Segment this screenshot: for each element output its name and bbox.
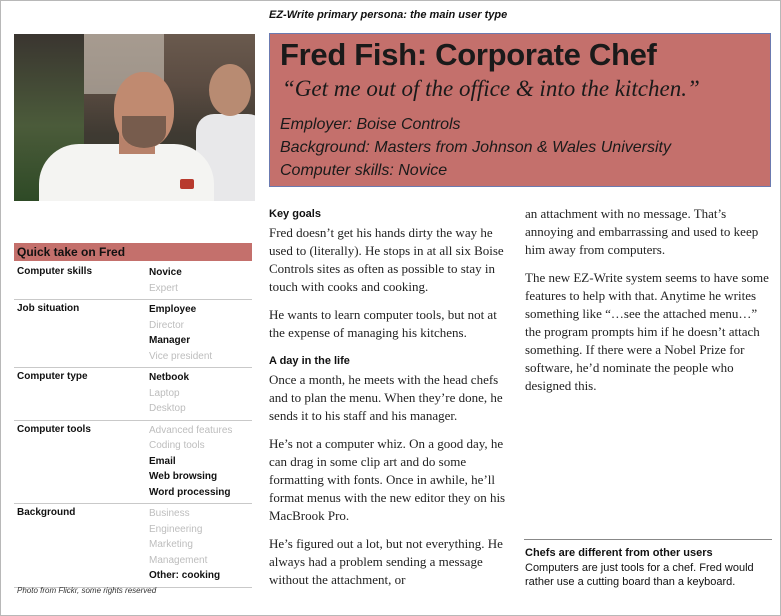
day-in-life-paragraph: He’s not a computer whiz. On a good day, he can drag in some clip art and do some formatting with fonts. Once in awhile, he’ll format menus with the new editor they on his MacBrook Pro. (269, 436, 506, 523)
quick-take-option: Director (149, 319, 185, 331)
chef-photo (14, 34, 255, 201)
quick-take-option-selected: Manager (149, 335, 191, 346)
main-column-2 (525, 205, 775, 405)
quick-take-row-label: Job situation (17, 303, 80, 314)
quick-take-row (14, 368, 252, 421)
column2-paragraph: The new EZ-Write system seems to have some features to help with that. Anytime he writes something like “…see the attached menu…” the program prompts him if he doesn’t attach something. If there were a Nobel Prize for software, he’d nominate the people who designed this. (525, 270, 769, 393)
sidebar-title: Chefs are different from other users (525, 547, 713, 559)
quick-take-row-label: Computer tools (17, 423, 91, 435)
persona-type-label: EZ-Write primary persona: the main user type (269, 9, 508, 21)
background-fact: Background: Masters from Johnson & Wales University (280, 139, 671, 156)
day-in-life-paragraph: Once a month, he meets with the head chefs and to plan the menu. When they’re done, he sends it to his staff and his manager. (269, 372, 503, 423)
photo-credit: Photo from Flickr, some rights reserved (17, 586, 157, 595)
key-goals-paragraph: He wants to learn computer tools, but not at the expense of managing his kitchens. (269, 307, 497, 340)
quick-take-header: Quick take on Fred (14, 243, 252, 261)
photo-beard (122, 116, 166, 148)
quick-take-row-label: Background (17, 507, 76, 518)
quick-take-table (14, 263, 252, 588)
quick-take-option: Marketing (149, 539, 193, 550)
day-in-life-paragraph: He’s figured out a lot, but not everything. He always had a problem sending a message without the attachment, or (269, 536, 503, 587)
day-in-life-heading: A day in the life (269, 355, 350, 367)
quick-take-option: Laptop (149, 387, 180, 399)
sidebar-note (525, 547, 775, 589)
quick-take-options (149, 370, 252, 417)
photo-coat-logo (180, 179, 194, 189)
main-column-1 (269, 205, 514, 599)
quick-take-row (14, 300, 252, 368)
sidebar-text: Computers are just tools for a chef. Fred would rather use a cutting board than a keyboard. (525, 562, 754, 588)
quick-take-option: Expert (149, 282, 178, 294)
quick-take-row-label: Computer type (17, 371, 88, 382)
quick-take-row (14, 263, 252, 300)
employer-fact: Employer: Boise Controls (280, 116, 461, 133)
persona-title-box (269, 33, 771, 187)
quick-take-options (149, 506, 252, 584)
quick-take-option-selected: Other: cooking (149, 570, 221, 581)
quick-take-option: Engineering (149, 523, 203, 535)
quick-take-option: Vice president (149, 350, 213, 362)
key-goals-heading: Key goals (269, 208, 321, 220)
quick-take-row (14, 421, 252, 505)
key-goals-paragraph: Fred doesn’t get his hands dirty the way he used to (literally). He stops in at all six Boise Controls sites as often as possible to stay in touch with cooks and cooking. (269, 225, 504, 294)
photo-second-person-head (209, 64, 251, 116)
quick-take-option: Coding tools (149, 440, 205, 451)
sidebar-divider (524, 539, 772, 540)
quick-take-option-selected: Email (149, 455, 176, 467)
quick-take-options (149, 302, 252, 364)
quick-take-option-selected: Netbook (149, 372, 189, 383)
quick-take-row (14, 504, 252, 588)
quick-take-options (149, 265, 252, 296)
quick-take-option-selected: Word processing (149, 486, 231, 498)
persona-quote: “Get me out of the office & into the kitchen.” (282, 76, 700, 101)
quick-take-option: Management (149, 554, 208, 566)
quick-take-option-selected: Employee (149, 304, 197, 315)
quick-take-option-selected: Web browsing (149, 471, 218, 482)
computer-skills-fact: Computer skills: Novice (280, 162, 448, 179)
quick-take-option: Desktop (149, 403, 186, 414)
column2-paragraph: an attachment with no message. That’s annoying and embarrassing and used to keep him away from computers. (525, 206, 759, 257)
persona-name: Fred Fish: Corporate Chef (280, 37, 657, 72)
quick-take-option: Business (149, 508, 190, 519)
quick-take-row-label: Computer skills (17, 266, 93, 277)
quick-take-option-selected: Novice (149, 267, 182, 278)
quick-take-options (149, 423, 252, 501)
quick-take-option: Advanced features (149, 424, 233, 436)
